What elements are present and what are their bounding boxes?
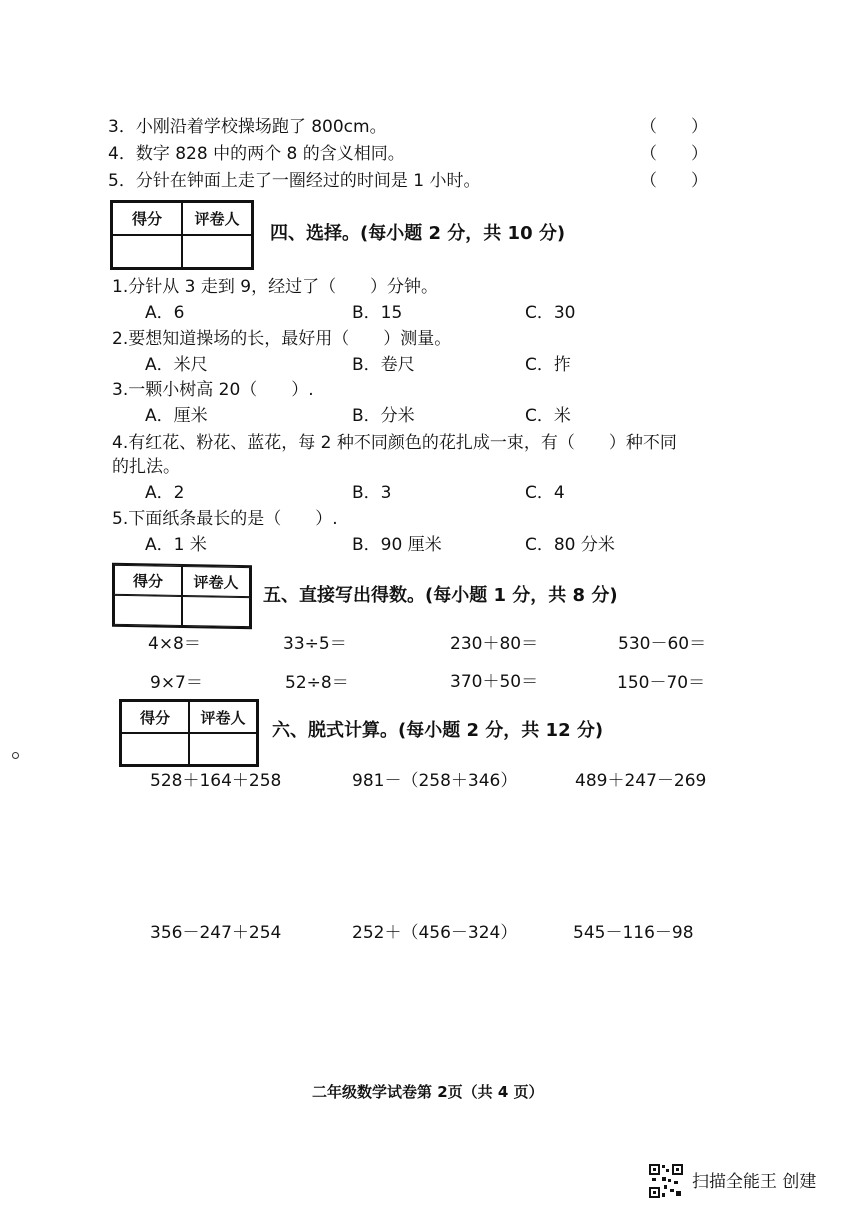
grader-label: 评卷人 bbox=[182, 202, 252, 235]
choice-question: 4.有红花、粉花、蓝花，每 2 种不同颜色的花扎成一束，有（ ）种不同 bbox=[112, 433, 677, 453]
score-box bbox=[112, 563, 252, 629]
choice-option: B．15 bbox=[352, 303, 403, 323]
choice-option: C．米 bbox=[525, 406, 571, 426]
scan-speck bbox=[12, 752, 19, 759]
oral-problem: 4×8＝ bbox=[148, 634, 201, 654]
section-title: 四、选择。(每小题 2 分，共 10 分) bbox=[270, 223, 566, 244]
choice-option: A．1 米 bbox=[145, 535, 207, 555]
calc-problem: 252＋（456－324） bbox=[352, 923, 518, 943]
choice-option: A．米尺 bbox=[145, 355, 208, 375]
calc-problem: 981－（258＋346） bbox=[352, 771, 518, 791]
calc-problem: 356－247＋254 bbox=[150, 923, 282, 943]
score-label: 得分 bbox=[121, 701, 189, 733]
watermark-label: 扫描全能王 创建 bbox=[692, 1172, 817, 1192]
grader-cell bbox=[182, 235, 252, 268]
oral-problem: 370＋50＝ bbox=[450, 672, 539, 692]
choice-option: C．拃 bbox=[525, 355, 571, 375]
choice-option: A．2 bbox=[145, 483, 185, 503]
score-box bbox=[110, 200, 254, 270]
score-box bbox=[119, 699, 259, 767]
choice-option: A．厘米 bbox=[145, 406, 208, 426]
oral-problem: 150－70＝ bbox=[617, 673, 706, 693]
choice-option: C．30 bbox=[525, 303, 576, 323]
score-label: 得分 bbox=[112, 202, 182, 235]
oral-problem: 230＋80＝ bbox=[450, 634, 539, 654]
judge-item-5: 5．分针在钟面上走了一圈经过的时间是 1 小时。 bbox=[108, 171, 481, 191]
page-footer: 二年级数学试卷第 2页（共 4 页） bbox=[312, 1083, 544, 1101]
choice-option: B．卷尺 bbox=[352, 355, 415, 375]
choice-option: B．分米 bbox=[352, 406, 415, 426]
oral-problem: 33÷5＝ bbox=[283, 634, 347, 654]
section-title: 五、直接写出得数。(每小题 1 分，共 8 分) bbox=[263, 585, 618, 606]
grader-cell bbox=[182, 596, 250, 627]
score-cell bbox=[112, 235, 182, 268]
choice-question: 5.下面纸条最长的是（ ）. bbox=[112, 509, 338, 529]
answer-paren: （ ） bbox=[640, 171, 708, 191]
grader-label: 评卷人 bbox=[189, 701, 257, 733]
choice-option: C．4 bbox=[525, 483, 565, 503]
oral-problem: 9×7＝ bbox=[150, 673, 203, 693]
score-cell bbox=[114, 595, 182, 626]
score-cell bbox=[121, 733, 189, 765]
grader-label: 评卷人 bbox=[182, 566, 250, 597]
calc-problem: 528＋164＋258 bbox=[150, 771, 282, 791]
section-title: 六、脱式计算。(每小题 2 分，共 12 分) bbox=[272, 720, 604, 741]
choice-question: 1.分针从 3 走到 9，经过了（ ）分钟。 bbox=[112, 277, 439, 297]
calc-problem: 545－116－98 bbox=[573, 923, 694, 943]
calc-problem: 489＋247－269 bbox=[575, 771, 707, 791]
choice-question: 3.一颗小树高 20（ ）. bbox=[112, 380, 314, 400]
answer-paren: （ ） bbox=[640, 144, 708, 164]
answer-paren: （ ） bbox=[640, 117, 708, 137]
judge-item-4: 4．数字 828 中的两个 8 的含义相同。 bbox=[108, 144, 405, 164]
choice-option: C．80 分米 bbox=[525, 535, 615, 555]
score-label: 得分 bbox=[114, 565, 182, 596]
grader-cell bbox=[189, 733, 257, 765]
choice-question-continued: 的扎法。 bbox=[112, 457, 180, 477]
choice-option: B．90 厘米 bbox=[352, 535, 442, 555]
qr-code-icon bbox=[648, 1163, 684, 1199]
choice-option: B．3 bbox=[352, 483, 392, 503]
judge-item-3: 3．小刚沿着学校操场跑了 800cm。 bbox=[108, 117, 387, 137]
oral-problem: 52÷8＝ bbox=[285, 673, 349, 693]
oral-problem: 530－60＝ bbox=[618, 634, 707, 654]
choice-option: A．6 bbox=[145, 303, 185, 323]
choice-question: 2.要想知道操场的长，最好用（ ）测量。 bbox=[112, 329, 452, 349]
